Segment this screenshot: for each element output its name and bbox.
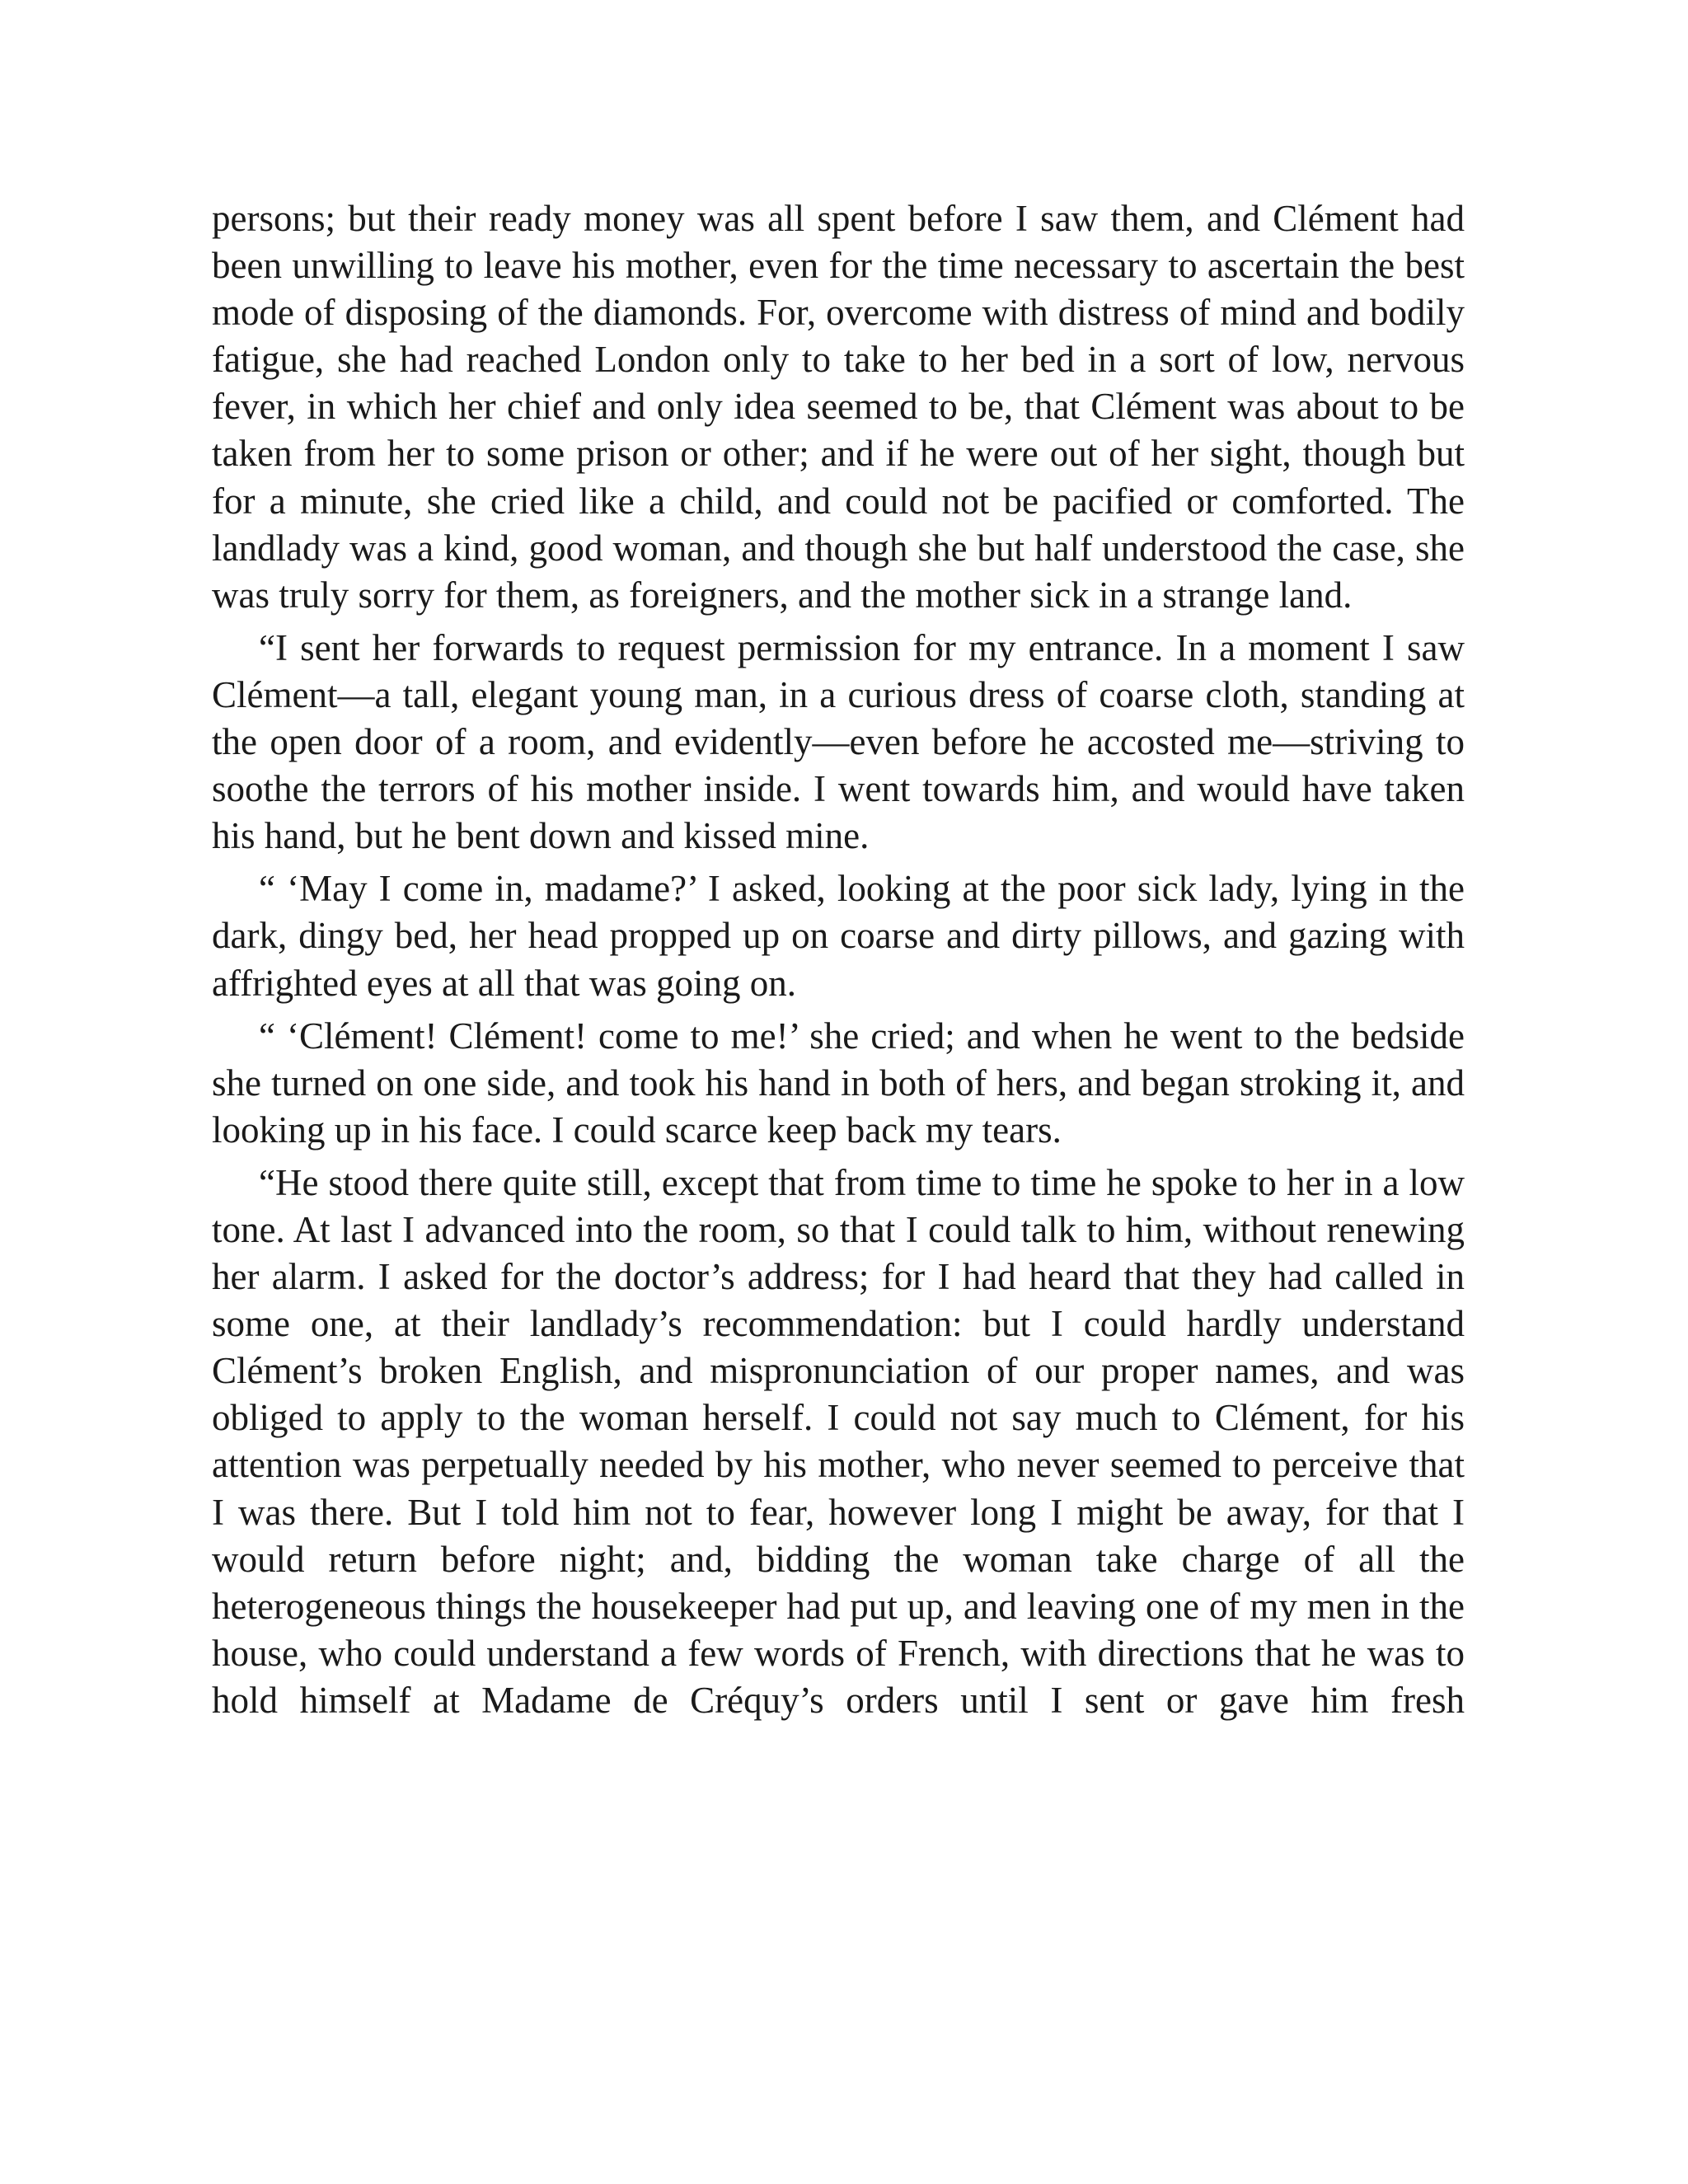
body-text: [212, 195, 1465, 1724]
paragraph-entrance: “I sent her forwards to request permission for my entrance. In a moment I saw Clément—a tall, elegant young man, in a curious dress of coarse cloth, standing at the open door of a room, and evidently—even before he accosted me—striving to soothe the terrors of his mother inside. I went towards him, and would have taken his hand, but he bent down and kissed mine.: [212, 626, 1465, 857]
paragraph-clement-come-to-me: “ ‘Clément! Clément! come to me!’ she cried; and when he went to the bedside she turned on one side, and took his hand in both of hers, and began stroking it, and looking up in his face. I could scarce keep back my tears.: [212, 1015, 1465, 1151]
paragraph-he-stood-there: “He stood there quite still, except that from time to time he spoke to her in a low tone. At last I advanced into the room, so that I could talk to him, without renewing her alarm. I asked for the doctor’s address; for I had heard that they had called in some one, at their landlady’s recommendation: but I could hardly understand Clément’s broken English, and mispronunciation of our proper names, and was obliged to apply to the woman herself. I could not say much to Clément, for his attention was perpetually needed by his mother, who never seemed to perceive that I was there. But I told him not to fear, however long I might be away, for that I would return before night; and, bidding the woman take charge of all the heterogeneous things the housekeeper had put up, and leaving one of my men in the house, who could understand a few words of French, with directions that he was to hold himself at Madame de Créquy’s orders until I sent or gave him fresh: [212, 1161, 1465, 1721]
paragraph-may-i-come-in: “ ‘May I come in, madame?’ I asked, looking at the poor sick lady, lying in the dark, dingy bed, her head propped up on coarse and dirty pillows, and gazing with affrighted eyes at all that was going on.: [212, 868, 1465, 1004]
paragraph-continued: persons; but their ready money was all spent before I saw them, and Clément had been unwilling to leave his mother, even for the time necessary to ascertain the best mode of disposing of the diamonds. For, overcome with distress of mind and bodily fatigue, she had reached London only to take to her bed in a sort of low, nervous fever, in which her chief and only idea seemed to be, that Clément was about to be taken from her to some prison or other; and if he were out of her sight, though but for a minute, she cried like a child, and could not be pacified or comforted. The landlady was a kind, good woman, and though she but half understood the case, she was truly sorry for them, as foreigners, and the mother sick in a strange land.: [212, 198, 1465, 616]
